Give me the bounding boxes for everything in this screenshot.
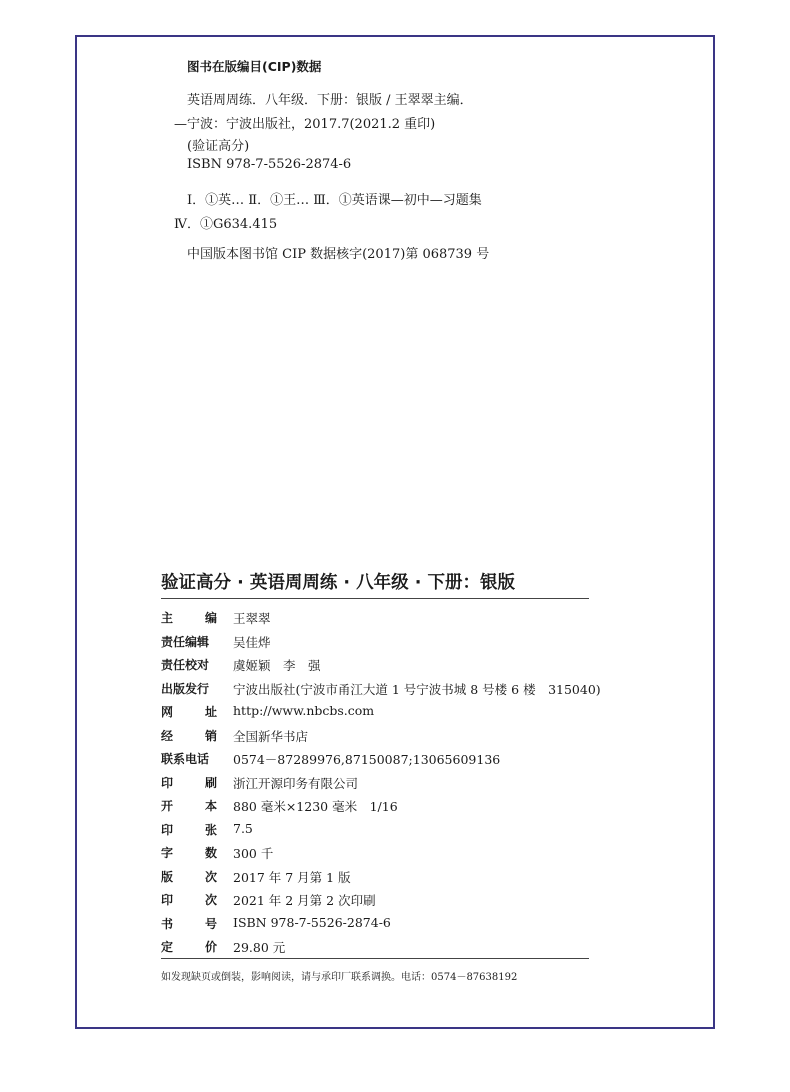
imprint-value: 王翠翠 bbox=[233, 611, 271, 626]
imprint-row bbox=[161, 680, 601, 704]
imprint-label bbox=[161, 797, 217, 814]
imprint-label-part: 次 bbox=[204, 893, 217, 907]
imprint-value: 0574－87289976,87150087;13065609136 bbox=[233, 752, 501, 767]
imprint-label-part: 开 bbox=[161, 799, 174, 813]
imprint-info bbox=[161, 609, 601, 962]
imprint-label-part: 联系电话 bbox=[161, 752, 210, 766]
imprint-label bbox=[161, 656, 217, 673]
imprint-label bbox=[161, 821, 217, 838]
imprint-label-part: 编 bbox=[204, 611, 217, 625]
imprint-row bbox=[161, 609, 589, 633]
imprint-value: 7.5 bbox=[233, 820, 253, 836]
imprint-row bbox=[161, 656, 589, 680]
imprint-label-part: 张 bbox=[204, 822, 217, 837]
imprint-label-part: 书 bbox=[161, 916, 174, 931]
imprint-row bbox=[161, 633, 589, 657]
imprint-label-part: 网 bbox=[161, 705, 174, 719]
divider-top bbox=[161, 598, 589, 599]
imprint-label bbox=[161, 680, 217, 697]
imprint-row bbox=[161, 915, 589, 939]
page-frame bbox=[75, 35, 715, 1029]
imprint-value: 吴佳烨 bbox=[233, 634, 271, 650]
cip-line-4: ISBN 978-7-5526-2874-6 bbox=[187, 157, 352, 172]
imprint-label bbox=[161, 844, 217, 861]
imprint-label-part: 刷 bbox=[204, 775, 217, 790]
imprint-label-part: 数 bbox=[204, 846, 217, 860]
imprint-label-part: 定 bbox=[161, 940, 174, 954]
replacement-notice: 如发现缺页或倒装，影响阅读，请与承印厂联系调换。电话：0574－87638192 bbox=[161, 972, 518, 983]
cip-line-5: Ⅰ．①英… Ⅱ．①王… Ⅲ．①英语课—初中—习题集 bbox=[187, 193, 482, 208]
imprint-value: 2021 年 2 月第 2 次印刷 bbox=[233, 893, 376, 908]
imprint-row bbox=[161, 797, 589, 821]
imprint-label bbox=[161, 868, 217, 885]
imprint-label-part: 字 bbox=[161, 846, 174, 860]
book-title: 验证高分 · 英语周周练 · 八年级 · 下册：银版 bbox=[161, 573, 515, 593]
imprint-label-part: 销 bbox=[204, 728, 217, 743]
imprint-label-part: 主 bbox=[161, 611, 174, 625]
imprint-value: 29.80 元 bbox=[233, 940, 286, 955]
imprint-row bbox=[161, 774, 589, 798]
imprint-label bbox=[161, 938, 217, 955]
imprint-label bbox=[161, 703, 217, 720]
imprint-label-part: 责任校对 bbox=[161, 658, 210, 672]
imprint-value: 2017 年 7 月第 1 版 bbox=[233, 869, 351, 885]
imprint-value: ISBN 978-7-5526-2874-6 bbox=[233, 914, 391, 930]
imprint-row bbox=[161, 750, 589, 774]
imprint-label-part: 印 bbox=[161, 822, 174, 837]
imprint-label-part: 出版发行 bbox=[161, 681, 210, 696]
imprint-row bbox=[161, 821, 589, 845]
imprint-row bbox=[161, 703, 589, 727]
imprint-value: 300 千 bbox=[233, 846, 274, 861]
cip-line-1: 英语周周练．八年级．下册：银版 / 王翠翠主编． bbox=[187, 93, 473, 108]
imprint-value: 浙江开源印务有限公司 bbox=[233, 775, 359, 791]
imprint-label-part: 址 bbox=[204, 705, 217, 719]
imprint-label-part: 价 bbox=[204, 940, 217, 954]
imprint-label bbox=[161, 774, 217, 791]
imprint-value: http://www.nbcbs.com bbox=[233, 703, 375, 718]
imprint-label bbox=[161, 633, 217, 650]
imprint-label-part: 责任编辑 bbox=[161, 634, 210, 649]
imprint-row bbox=[161, 868, 589, 892]
imprint-value: 宁波出版社(宁波市甬江大道 1 号宁波书城 8 号楼 6 楼 315040) bbox=[233, 681, 601, 697]
imprint-label-part: 号 bbox=[204, 916, 217, 931]
imprint-value: 虞姬颖 李 强 bbox=[233, 658, 321, 673]
imprint-value: 全国新华书店 bbox=[233, 728, 309, 744]
imprint-label bbox=[161, 750, 217, 767]
imprint-label bbox=[161, 727, 217, 744]
imprint-value: 880 毫米×1230 毫米 1/16 bbox=[233, 799, 398, 814]
imprint-label-part: 印 bbox=[161, 893, 174, 907]
cip-line-2: —宁波：宁波出版社，2017.7(2021.2 重印) bbox=[174, 117, 436, 132]
imprint-label bbox=[161, 891, 217, 908]
imprint-row bbox=[161, 844, 589, 868]
cip-title: 图书在版编目(CIP)数据 bbox=[187, 59, 322, 74]
imprint-row bbox=[161, 727, 589, 751]
cip-line-3: (验证高分) bbox=[187, 139, 250, 154]
imprint-label-part: 经 bbox=[161, 728, 174, 743]
imprint-label bbox=[161, 609, 217, 626]
imprint-label bbox=[161, 915, 217, 932]
imprint-label-part: 次 bbox=[204, 869, 217, 884]
imprint-row bbox=[161, 891, 589, 915]
cip-line-6: Ⅳ．①G634.415 bbox=[174, 217, 278, 232]
divider-bottom bbox=[161, 958, 589, 959]
imprint-label-part: 印 bbox=[161, 775, 174, 790]
imprint-label-part: 版 bbox=[161, 869, 174, 884]
imprint-label-part: 本 bbox=[204, 799, 217, 813]
cip-line-7: 中国版本图书馆 CIP 数据核字(2017)第 068739 号 bbox=[187, 247, 490, 262]
